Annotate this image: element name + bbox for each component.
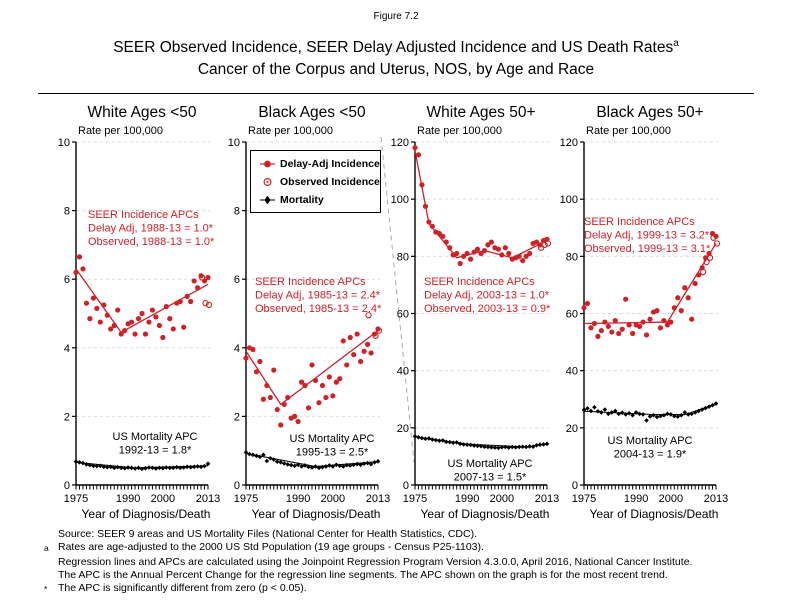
x-tick-label: 2013 (703, 493, 729, 506)
delay-adj-point (640, 320, 645, 325)
y-tick-label: 40 (396, 365, 409, 378)
y-tick-label: 0 (571, 480, 578, 493)
delay-adj-point (84, 301, 89, 306)
y-tick-label: 0 (233, 480, 240, 493)
delay-adj-point (661, 318, 666, 323)
incidence-apc-line: Delay Adj, 1999-13 = 3.2* (584, 229, 710, 242)
delay-adj-point (689, 317, 694, 322)
delay-adj-point (192, 278, 197, 283)
mortality-point (133, 466, 138, 471)
footnote-apc-def (44, 569, 792, 582)
delay-adj-point (181, 325, 186, 330)
delay-adj-point (419, 182, 424, 187)
x-tick-label: 2000 (320, 493, 346, 506)
x-axis-title: Year of Diagnosis/Death (81, 507, 211, 522)
mortality-point (589, 409, 594, 414)
delay-adj-point (693, 281, 698, 286)
annotation-mortality-apc (608, 435, 693, 461)
panel-title: White Ages 50+ (426, 104, 536, 122)
delay-adj-point (136, 316, 141, 321)
delay-adj-point (323, 395, 328, 400)
y-tick-label: 4 (233, 342, 240, 355)
delay-adj-point (250, 347, 255, 352)
title-divider (38, 93, 754, 94)
annotation-mortality-apc (113, 431, 198, 457)
delay-adj-point (426, 220, 431, 225)
delay-adj-point (171, 326, 176, 331)
mortality-point (324, 464, 329, 469)
delay-adj-point (503, 245, 508, 250)
mortality-point (376, 459, 381, 464)
mortality-apc-line: 1992-13 = 1.8* (118, 444, 192, 457)
mortality-point (285, 462, 290, 467)
delay-adj-point (302, 383, 307, 388)
delay-adj-point (271, 368, 276, 373)
incidence-trend-line (415, 151, 547, 258)
delay-adj-point (362, 349, 367, 354)
delay-adj-point (167, 316, 172, 321)
mortality-apc-line: 1995-13 = 2.5* (295, 446, 369, 459)
panel-black-50plus (560, 104, 729, 521)
panel-title: Black Ages <50 (258, 104, 366, 122)
delay-adj-point (77, 254, 82, 259)
delay-adj-point (454, 251, 459, 256)
delay-adj-point (658, 325, 663, 330)
delay-adj-point (164, 304, 169, 309)
x-tick-label: 2013 (365, 493, 391, 506)
x-tick-label: 1975 (402, 493, 428, 506)
delay-adj-point (278, 423, 283, 428)
mortality-point (416, 435, 421, 440)
x-tick-label: 1975 (571, 493, 597, 506)
incidence-points (412, 145, 550, 266)
delay-adj-point (647, 317, 652, 322)
delay-adj-point (73, 270, 78, 275)
x-tick-label: 2000 (658, 493, 684, 506)
delay-adj-point (101, 302, 106, 307)
mortality-icon (260, 195, 275, 205)
delay-adj-point (264, 383, 269, 388)
delay-adj-point (637, 324, 642, 329)
y-tick-label: 8 (63, 205, 70, 218)
observed-point (714, 241, 719, 246)
y-tick-label: 40 (565, 365, 578, 378)
footnote-source (44, 528, 792, 541)
mortality-point (181, 465, 186, 470)
delay-adj-point (430, 224, 435, 229)
delay-adj-point (440, 234, 445, 239)
incidence-apc-line: SEER Incidence APCs (255, 276, 366, 289)
mortality-point (447, 440, 452, 445)
mortality-point (77, 460, 82, 465)
delay-adj-point (520, 258, 525, 263)
y-tick-label: 100 (390, 194, 409, 207)
mortality-point (199, 465, 204, 470)
mortality-point (427, 436, 432, 441)
delay-adj-point (496, 247, 501, 252)
mortality-point (603, 407, 608, 412)
mortality-point (596, 409, 601, 414)
delay-adj-point (585, 301, 590, 306)
footnote-marker (44, 556, 58, 569)
footnote-marker: * (44, 583, 48, 594)
mortality-apc-line: US Mortality APC (607, 435, 693, 448)
delay-adj-point (257, 359, 262, 364)
annotation-incidence-apc (584, 216, 711, 255)
mortality-point (143, 466, 148, 471)
y-tick-label: 2 (63, 411, 70, 424)
y-tick-label: 6 (63, 274, 70, 287)
x-axis-title: Year of Diagnosis/Death (251, 507, 381, 522)
delay-adj-point (112, 323, 117, 328)
delay-adj-point (672, 305, 677, 310)
y-tick-label: 8 (233, 205, 240, 218)
delay-adj-point (261, 397, 266, 402)
mortality-apc-line: 2004-13 = 1.9* (613, 448, 687, 461)
delay-adj-point (98, 320, 103, 325)
delay-adj-point (675, 295, 680, 300)
delay-adj-point (320, 383, 325, 388)
charts-area (0, 98, 792, 524)
delay-adj-point (153, 314, 158, 319)
delay-adj-point (351, 352, 356, 357)
delay-adj-point (592, 321, 597, 326)
footnote-text: The APC is significantly different from zero (p < 0.05). (58, 581, 307, 594)
delay-adj-point (122, 328, 127, 333)
mortality-point (430, 437, 435, 442)
x-tick-label: 2000 (489, 493, 515, 506)
delay-adj-point (606, 324, 611, 329)
legend (250, 150, 381, 213)
mortality-point (524, 445, 529, 450)
x-tick-label: 1990 (623, 493, 649, 506)
mortality-point (202, 464, 207, 469)
mortality-point (599, 410, 604, 415)
incidence-points (243, 313, 381, 428)
footnote-marker (44, 528, 58, 541)
delay-adj-point (581, 305, 586, 310)
delay-adj-point (358, 359, 363, 364)
mortality-point (503, 445, 508, 450)
delay-adj-point (616, 331, 621, 336)
mortality-point (289, 463, 294, 468)
mortality-apc-line: 2007-13 = 1.5* (453, 471, 527, 484)
footnotes (44, 528, 792, 596)
delay-adj-point (506, 251, 511, 256)
incidence-apc-line: SEER Incidence APCs (424, 276, 535, 289)
legend-item-label: Delay-Adj Incidence (280, 158, 380, 171)
mortality-apc-line: US Mortality APC (447, 458, 533, 471)
delay-adj-point (368, 351, 373, 356)
delay-adj-point (627, 322, 632, 327)
delay-adj-point (447, 245, 452, 250)
incidence-apc-line: Delay Adj, 1985-13 = 2.4* (255, 289, 381, 302)
observed-incidence-icon (260, 177, 275, 187)
x-axis-title: Year of Diagnosis/Death (420, 507, 550, 522)
incidence-apc-line: Observed, 2003-13 = 0.9* (424, 303, 551, 316)
y-tick-label: 10 (227, 137, 240, 150)
delay-adj-point (254, 369, 259, 374)
incidence-apc-line: Observed, 1985-13 = 2.4* (255, 303, 382, 316)
mortality-point (74, 460, 79, 465)
delay-adj-point (143, 332, 148, 337)
charts-canvas (0, 98, 792, 524)
annotation-incidence-apc (88, 209, 215, 248)
mortality-point (251, 453, 256, 458)
delay-adj-incidence-icon (260, 159, 275, 169)
mortality-point (150, 466, 155, 471)
panel-white-lt50 (58, 104, 220, 521)
footnote-regression (44, 556, 792, 569)
x-tick-label: 1990 (285, 493, 311, 506)
mortality-point (365, 461, 370, 466)
delay-adj-point (160, 335, 165, 340)
scale-break-line (381, 137, 414, 462)
x-tick-label: 2013 (195, 493, 221, 506)
delay-adj-point (423, 204, 428, 209)
x-tick-label: 2000 (150, 493, 176, 506)
mortality-apc-line: US Mortality APC (112, 431, 198, 444)
page-title (0, 33, 792, 81)
title-footnote-marker: a (673, 38, 679, 49)
delay-adj-point (316, 400, 321, 405)
incidence-apc-line: Observed, 1988-13 = 1.0* (88, 236, 215, 249)
mortality-point (115, 465, 120, 470)
incidence-apc-line: Delay Adj, 2003-13 = 1.0* (424, 289, 550, 302)
delay-adj-point (94, 306, 99, 311)
footnote-significance (44, 582, 792, 596)
figure-number: Figure 7.2 (373, 11, 419, 22)
delay-adj-point (599, 328, 604, 333)
delay-adj-point (87, 316, 92, 321)
delay-adj-point (341, 338, 346, 343)
delay-adj-point (416, 152, 421, 157)
y-axis-title: Rate per 100,000 (417, 125, 503, 138)
delay-adj-point (344, 363, 349, 368)
x-tick-label: 1990 (115, 493, 141, 506)
legend-item-observed (260, 176, 380, 189)
mortality-point (496, 446, 501, 451)
mortality-point (468, 443, 473, 448)
mortality-apc-line: US Mortality APC (289, 433, 375, 446)
delay-adj-point (644, 332, 649, 337)
y-tick-label: 2 (233, 411, 240, 424)
annotation-incidence-apc (424, 276, 551, 315)
mortality-point (641, 412, 646, 417)
delay-adj-point (686, 295, 691, 300)
delay-adj-point (468, 257, 473, 262)
mortality-point (292, 464, 297, 469)
footnote-text: Regression lines and APCs are calculated using the Joinpoint Regression Program Version 4.3.0.0, April 2016, National Cancer Institute. (58, 555, 693, 568)
y-tick-label: 20 (396, 422, 409, 435)
delay-adj-point (337, 376, 342, 381)
mortality-point (545, 442, 550, 447)
delay-adj-point (268, 395, 273, 400)
y-tick-label: 80 (396, 251, 409, 264)
y-tick-label: 80 (565, 251, 578, 264)
mortality-points (74, 460, 211, 472)
delay-adj-point (309, 363, 314, 368)
delay-adj-point (609, 330, 614, 335)
delay-adj-point (412, 145, 417, 150)
delay-adj-point (80, 266, 85, 271)
delay-adj-point (115, 308, 120, 313)
delay-adj-point (682, 285, 687, 290)
footnote-marker: a (44, 543, 49, 554)
delay-adj-point (465, 251, 470, 256)
incidence-apc-line: SEER Incidence APCs (584, 216, 695, 229)
delay-adj-point (348, 335, 353, 340)
delay-adj-point (499, 252, 504, 257)
title-text: SEER Observed Incidence, SEER Delay Adjusted Incidence and US Death Rates (113, 39, 674, 57)
footnote-a (44, 541, 792, 555)
mortality-point (616, 412, 621, 417)
y-tick-label: 120 (390, 137, 409, 150)
delay-adj-point (327, 375, 332, 380)
mortality-points (582, 401, 719, 422)
mortality-point (136, 466, 141, 471)
delay-adj-point (679, 308, 684, 313)
delay-adj-point (482, 248, 487, 253)
panel-title: White Ages <50 (87, 104, 197, 122)
y-axis-title: Rate per 100,000 (248, 125, 334, 138)
annotation-mortality-apc (290, 433, 375, 459)
x-tick-label: 1975 (63, 493, 89, 506)
delay-adj-point (296, 419, 301, 424)
delay-adj-point (588, 325, 593, 330)
delay-adj-point (150, 308, 155, 313)
delay-adj-point (654, 308, 659, 313)
footnote-text: The APC is the Annual Percent Change for the regression line segments. The APC shown on the graph is for the most recent trend. (58, 568, 668, 581)
delay-adj-point (330, 393, 335, 398)
delay-adj-point (620, 327, 625, 332)
delay-adj-point (355, 332, 360, 337)
legend-item-label: Mortality (280, 194, 324, 207)
panel-white-50plus (391, 104, 560, 521)
title-line-2: Cancer of the Corpus and Uterus, NOS, by Age and Race (197, 61, 595, 79)
delay-adj-point (623, 297, 628, 302)
mortality-point (541, 442, 546, 447)
mortality-point (434, 438, 439, 443)
incidence-points (73, 254, 211, 340)
delay-adj-point (489, 240, 494, 245)
delay-adj-point (517, 254, 522, 259)
x-tick-label: 1990 (454, 493, 480, 506)
delay-adj-point (139, 311, 144, 316)
delay-adj-point (91, 296, 96, 301)
delay-adj-point (365, 342, 370, 347)
observed-point (701, 270, 706, 275)
delay-adj-point (313, 378, 318, 383)
mortality-point (265, 459, 270, 464)
delay-adj-point (285, 395, 290, 400)
delay-adj-point (475, 247, 480, 252)
mortality-point (327, 463, 332, 468)
delay-adj-point (444, 240, 449, 245)
delay-adj-point (129, 320, 134, 325)
y-tick-label: 20 (565, 422, 578, 435)
delay-adj-point (527, 251, 532, 256)
y-axis-title: Rate per 100,000 (586, 125, 672, 138)
title-line-1 (0, 33, 792, 59)
x-tick-label: 1975 (233, 493, 259, 506)
mortality-points (413, 434, 550, 450)
delay-adj-point (306, 405, 311, 410)
delay-adj-point (668, 320, 673, 325)
delay-adj-point (132, 332, 137, 337)
mortality-point (174, 465, 179, 470)
delay-adj-point (205, 275, 210, 280)
mortality-point (355, 462, 360, 467)
delay-adj-point (243, 356, 248, 361)
delay-adj-point (630, 331, 635, 336)
incidence-apc-line: Observed, 1999-13 = 3.1* (584, 243, 711, 256)
delay-adj-point (188, 299, 193, 304)
mortality-point (282, 461, 287, 466)
y-tick-label: 0 (402, 480, 409, 493)
mortality-point (413, 434, 418, 439)
legend-item-mortality (260, 194, 372, 206)
y-tick-label: 4 (63, 342, 70, 355)
delay-adj-point (195, 285, 200, 290)
x-axis-title: Year of Diagnosis/Death (589, 507, 719, 522)
delay-adj-point (185, 294, 190, 299)
mortality-point (129, 466, 134, 471)
delay-adj-point (595, 334, 600, 339)
mortality-point (420, 436, 425, 441)
footnote-text: Source: SEER 9 areas and US Mortality Files (National Center for Health Statistics, CDC). (58, 528, 477, 541)
legend-item-label: Observed Incidence (280, 176, 380, 189)
delay-adj-point (275, 407, 280, 412)
y-tick-label: 10 (57, 137, 70, 150)
mortality-point (592, 405, 597, 410)
delay-adj-point (458, 261, 463, 266)
legend-item-delay-adj (260, 158, 380, 171)
annotation-mortality-apc (448, 458, 533, 484)
x-tick-label: 2013 (534, 493, 560, 506)
delay-adj-point (602, 320, 607, 325)
delay-adj-point (178, 299, 183, 304)
y-tick-label: 120 (559, 137, 578, 150)
footnote-marker (44, 569, 58, 582)
mortality-point (644, 418, 649, 423)
y-tick-label: 6 (233, 274, 240, 287)
delay-adj-point (146, 320, 151, 325)
y-tick-label: 100 (559, 194, 578, 207)
y-tick-label: 60 (396, 308, 409, 321)
delay-adj-point (613, 318, 618, 323)
panel-title: Black Ages 50+ (596, 104, 704, 122)
footnote-text: Rates are age-adjusted to the 2000 US Std Population (19 age groups - Census P25-1103). (58, 541, 484, 554)
y-axis-title: Rate per 100,000 (78, 125, 164, 138)
delay-adj-point (282, 402, 287, 407)
delay-adj-point (292, 414, 297, 419)
delay-adj-point (105, 313, 110, 318)
mortality-point (254, 454, 259, 459)
y-tick-label: 0 (63, 480, 70, 493)
incidence-apc-line: Delay Adj, 1988-13 = 1.0* (88, 222, 214, 235)
annotation-incidence-apc (255, 276, 382, 315)
incidence-apc-line: SEER Incidence APCs (88, 209, 199, 222)
delay-adj-point (157, 323, 162, 328)
y-tick-label: 60 (565, 308, 578, 321)
